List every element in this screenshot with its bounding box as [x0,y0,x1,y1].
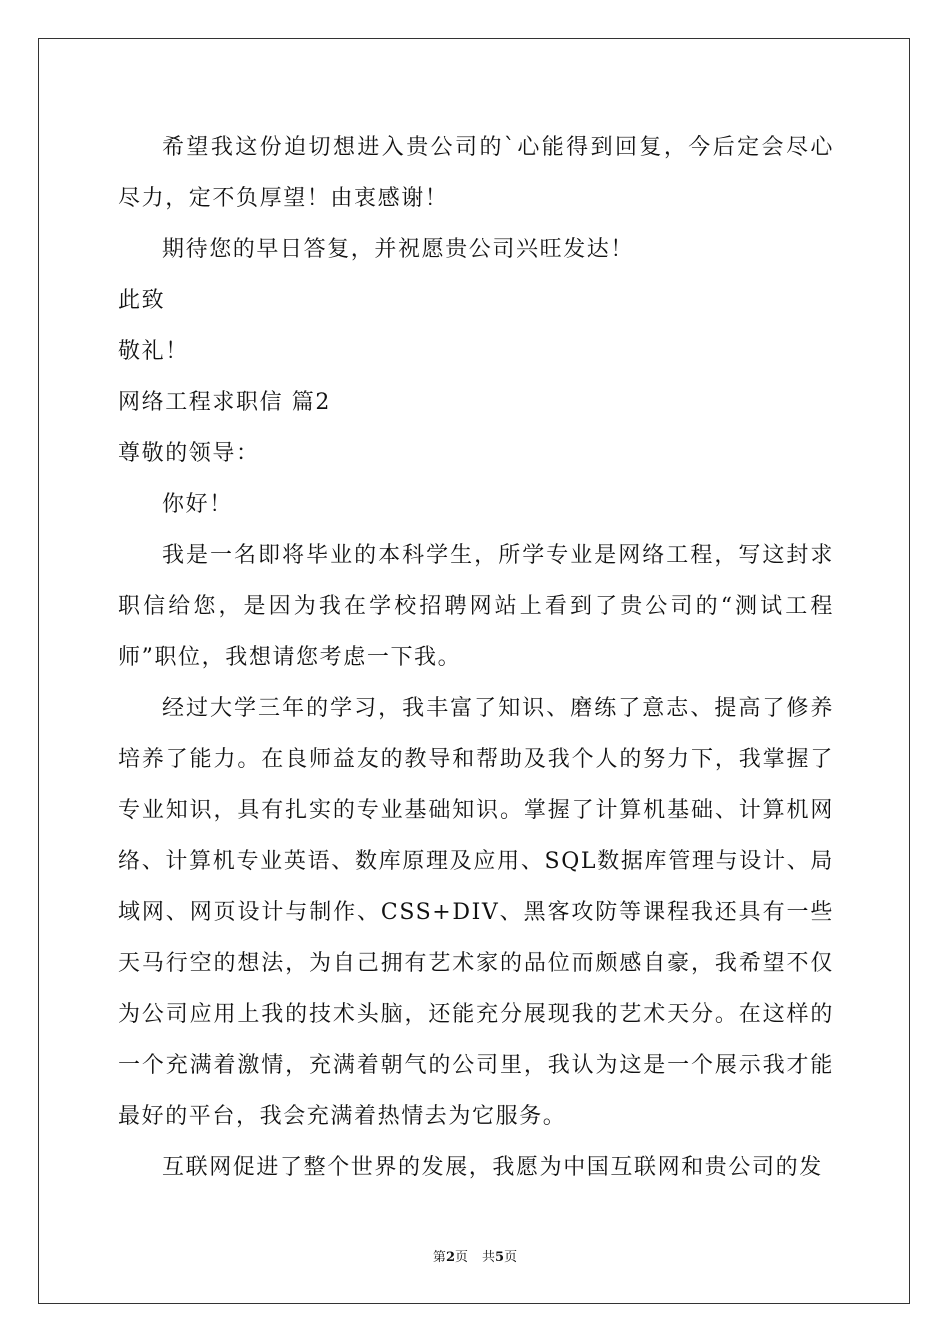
paragraph-intro: 我是一名即将毕业的本科学生，所学专业是网络工程，写这封求职信给您，是因为我在学校招聘网站上看到了贵公司的“测试工程师”职位，我想请您考虑一下我。 [118,543,834,670]
paragraph-skills: 经过大学三年的学习，我丰富了知识、磨练了意志、提高了修养培养了能力。在良师益友的教导和帮助及我个人的努力下，我掌握了专业知识，具有扎实的专业基础知识。掌握了计算机基础、计算机网络、计算机专业英语、数库原理及应用、SQL数据库管理与设计、局域网、网页设计与制作、CSS+DIV、黑客攻防等课程我还具有一些天马行空的想法，为自己拥有艺术家的品位而颇感自豪，我希望不仅为公司应用上我的技术头脑，还能充分展现我的艺术天分。在这样的一个充满着激情，充满着朝气的公司里，我认为这是一个展示我才能最好的平台，我会充满着热情去为它服务。 [118,696,834,1129]
paragraph-closing-hope: 希望我这份迫切想进入贵公司的`心能得到回复，今后定会尽心尽力，定不负厚望！由衷感谢！ [118,135,834,211]
footer-total-prefix: 共 [482,1250,496,1265]
paragraph-hello: 你好！ [162,492,233,517]
footer-page-number: 2 [445,1250,455,1265]
paragraph-closing-wish: 期待您的早日答复，并祝愿贵公司兴旺发达！ [162,237,635,262]
salutation-cizhi: 此致 [118,288,166,313]
paragraph-internet: 互联网促进了整个世界的发展，我愿为中国互联网和贵公司的发 [162,1155,823,1180]
footer-total-pages: 5 [495,1250,505,1265]
footer-page-suffix: 页 [454,1250,468,1265]
document-body [118,122,834,1193]
letter-greeting: 尊敬的领导： [118,441,260,466]
page-footer [0,1246,950,1265]
salutation-jingli: 敬礼！ [118,339,189,364]
footer-total-suffix: 页 [504,1250,518,1265]
section-title: 网络工程求职信 篇2 [118,390,331,415]
footer-page-prefix: 第 [432,1250,446,1265]
